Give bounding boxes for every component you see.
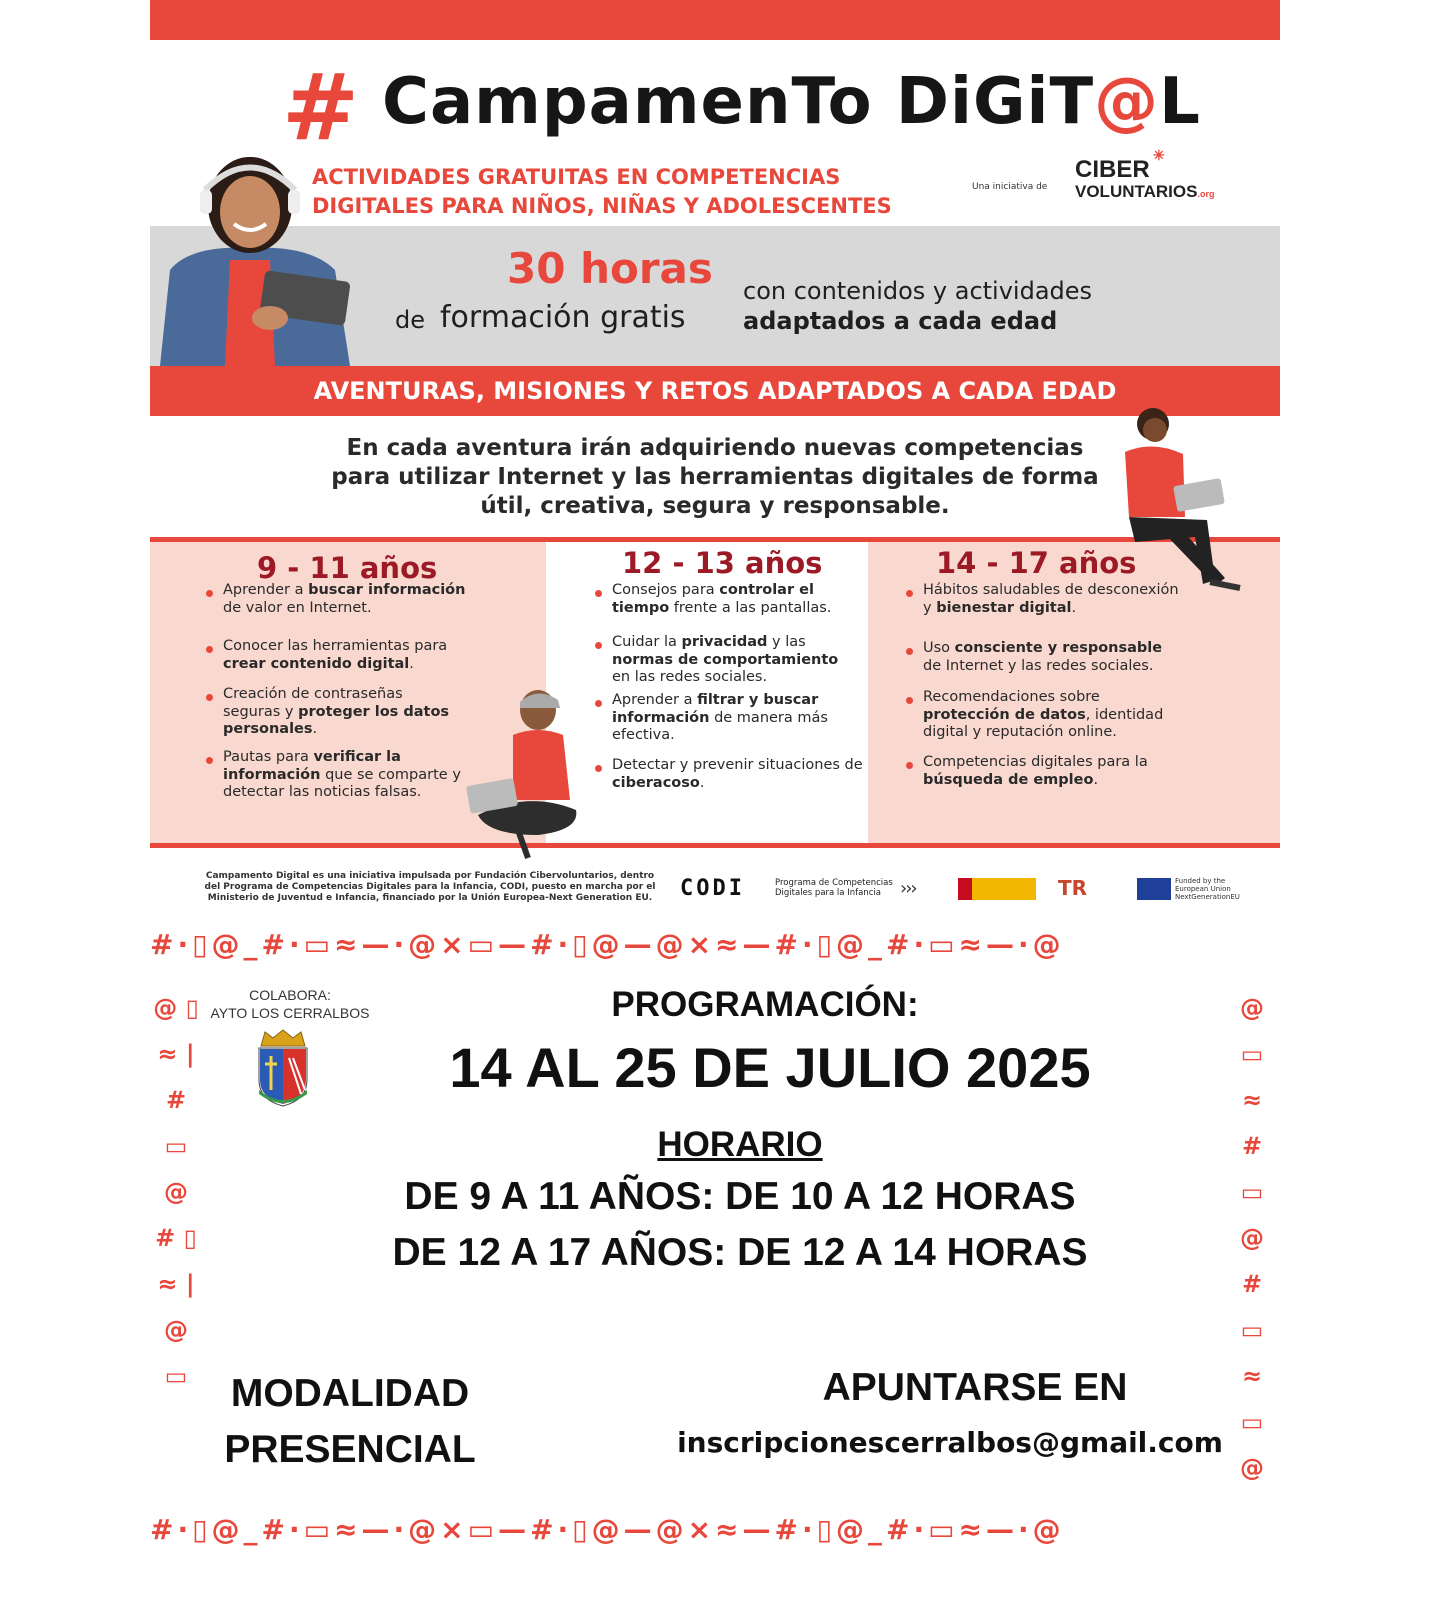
- logo-line2-text: VOLUNTARIOS: [1075, 182, 1198, 201]
- poster: [150, 0, 1280, 1600]
- horario-9-11: DE 9 A 11 AÑOS: DE 10 A 12 HORAS: [404, 1175, 1076, 1218]
- logo-line2: [1075, 183, 1214, 200]
- programacion-label: PROGRAMACIÓN:: [611, 985, 919, 1024]
- apuntarse-label: APUNTARSE EN: [822, 1366, 1128, 1409]
- decorative-border-bottom: #·▯@_#·▭≈—·@×▭—#·▯@—@×≈—#·▯@_#·▭≈—·@: [150, 1513, 1065, 1546]
- spark-icon: ✳: [1153, 147, 1165, 163]
- registration-email[interactable]: inscripcionescerralbos@gmail.com: [677, 1426, 1223, 1459]
- adventures-banner-text: AVENTURAS, MISIONES Y RETOS ADAPTADOS A CADA EDAD: [313, 377, 1117, 405]
- subtitle-line2: DIGITALES PARA NIÑOS, NIÑAS Y ADOLESCENTES: [312, 194, 892, 218]
- eu-flag-icon: [1137, 878, 1171, 900]
- top-red-bar: [150, 0, 1280, 40]
- town-coat-of-arms: [255, 1028, 311, 1108]
- decorative-border-right: @ ▭ ≈ # ▭ @ # ▭ ≈ ▭ @: [1240, 994, 1264, 1482]
- codi-program-text: Programa de Competencias Digitales para la Infancia: [775, 878, 893, 898]
- contenidos-line1: con contenidos y actividades: [743, 277, 1093, 305]
- formacion-gratis-label: formación gratis: [440, 300, 686, 335]
- list-item: Aprender a buscar información de valor en Internet.: [223, 582, 483, 617]
- list-item: Cuidar la privacidad y las normas de comportamiento en las redes sociales.: [612, 634, 852, 687]
- chevrons-icon: ›››: [900, 878, 916, 899]
- spanish-government-logo: [958, 878, 1036, 900]
- list-item: Conocer las herramientas para crear contenido digital.: [223, 638, 483, 673]
- list-item: Hábitos saludables de desconexión y bienestar digital.: [923, 582, 1183, 617]
- colabora-label: COLABORA: AYTO LOS CERRALBOS: [210, 987, 370, 1021]
- list-item: Uso consciente y responsable de Internet y las redes sociales.: [923, 640, 1183, 675]
- list-item: Creación de contraseñas seguras y proteger los datos personales.: [223, 686, 463, 739]
- main-title: [382, 65, 1201, 139]
- subtitle-line1: ACTIVIDADES GRATUITAS EN COMPETENCIAS: [312, 165, 841, 189]
- cibervoluntarios-logo: [1075, 147, 1215, 201]
- title-part2: L: [1159, 65, 1201, 139]
- title-part1: CampamenTo DiGiT: [382, 65, 1095, 139]
- girl-overlay: [150, 150, 360, 366]
- horario-12-17: DE 12 A 17 AÑOS: DE 12 A 14 HORAS: [392, 1231, 1088, 1274]
- logo-suffix: .org: [1197, 189, 1215, 199]
- list-item: Pautas para verificar la información que se comparte y detectar las noticias falsas.: [223, 749, 471, 802]
- hours-label: 30 horas: [507, 244, 713, 293]
- columns-bottom-rule: [150, 843, 1280, 848]
- decorative-border-left: @ ▯ ≈ | # ▭ @ # ▯ ≈ | @ ▭: [153, 994, 199, 1390]
- hashtag-logo: #: [282, 54, 360, 161]
- credits-text: Campamento Digital es una iniciativa impulsada por Fundación Cibervoluntarios, dentro del Programa de Competencias Digitales para la Infancia, CODI, puesto en marcha por el Ministerio de Juventud e Infancia, financiado por la Unión Europea-Next Generation EU.: [204, 871, 656, 903]
- eu-funding-text: Funded by the European Union NextGenerationEU: [1175, 877, 1240, 901]
- contenidos-line2: adaptados a cada edad: [743, 307, 1058, 335]
- age-title-14-17: 14 - 17 años: [936, 546, 1137, 580]
- recovery-plan-logo: TR: [1058, 876, 1088, 900]
- initiative-label: Una iniciativa de: [972, 182, 1048, 192]
- list-item: Aprender a filtrar y buscar información de manera más efectiva.: [612, 692, 852, 745]
- program-dates: 14 AL 25 DE JULIO 2025: [449, 1036, 1091, 1099]
- age-title-12-13: 12 - 13 años: [622, 546, 823, 580]
- contenidos-text: [743, 276, 1092, 336]
- horario-label: HORARIO: [657, 1125, 823, 1164]
- de-label: de: [395, 306, 425, 334]
- list-item: Competencias digitales para la búsqueda de empleo.: [923, 754, 1183, 789]
- logo-line1: CIBER: [1075, 156, 1150, 183]
- boy-with-laptop-illustration: [458, 690, 588, 860]
- subtitle: [312, 163, 952, 221]
- age-title-9-11: 9 - 11 años: [257, 551, 438, 585]
- codi-logo: CODI: [680, 876, 745, 901]
- man-with-laptop-illustration: [1115, 402, 1245, 617]
- modalidad-label: MODALIDAD PRESENCIAL: [224, 1372, 476, 1471]
- list-item: Detectar y prevenir situaciones de ciberacoso.: [612, 757, 867, 792]
- decorative-border-top: #·▯@_#·▭≈—·@×▭—#·▯@—@×≈—#·▯@_#·▭≈—·@: [150, 928, 1065, 961]
- title-at-symbol: @: [1094, 65, 1160, 139]
- list-item: Recomendaciones sobre protección de datos, identidad digital y reputación online.: [923, 689, 1183, 742]
- intro-text: En cada aventura irán adquiriendo nuevas competencias para utilizar Internet y las herramientas digitales de forma útil, creativa, segura y responsable.: [331, 435, 1099, 519]
- list-item: Consejos para controlar el tiempo frente a las pantallas.: [612, 582, 852, 617]
